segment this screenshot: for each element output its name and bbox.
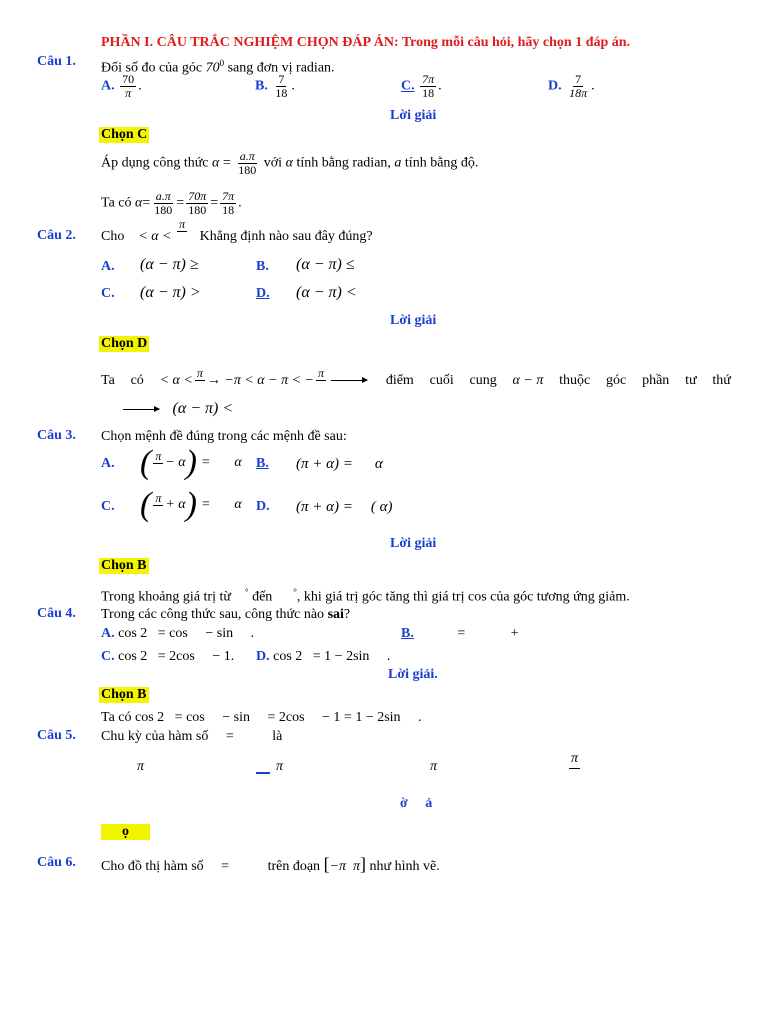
option-d-expr: π xyxy=(569,750,580,769)
option-c-expr: π xyxy=(430,759,438,774)
solution-text: Trong khoảng giá trị từ ° đến °, khi giá trị góc tăng thì giá trị cos của góc tương ứng giảm. xyxy=(101,587,630,605)
chosen-answer: ọ xyxy=(101,824,150,840)
answer-option-b[interactable] xyxy=(256,758,270,774)
option-d-expr: (π + α) = ( α) xyxy=(296,499,393,515)
answer-option-c[interactable]: C. xyxy=(101,286,115,301)
question-text: Cho < α < π Khẳng định nào sau đây đúng? xyxy=(101,217,373,244)
section-header: PHẦN I. CÂU TRẮC NGHIỆM CHỌN ĐÁP ÁN: Trong mỗi câu hỏi, hãy chọn 1 đáp án. xyxy=(101,35,631,50)
question-text: Cho đồ thị hàm số = trên đoạn [−π π] như hình vẽ. xyxy=(101,854,440,874)
answer-option-b[interactable]: B. = + xyxy=(401,626,519,641)
option-c-expr: (α − π) > xyxy=(140,284,201,301)
answer-option-a[interactable]: A. xyxy=(101,456,115,471)
question-number: Câu 5. xyxy=(37,728,76,743)
chosen-answer: Chọn B xyxy=(101,687,147,702)
solution-heading: Lời giải xyxy=(390,313,437,328)
question-text: Chu kỳ của hàm số = là xyxy=(101,729,283,744)
solution-heading: Lời giải. xyxy=(388,667,438,682)
arrow-icon xyxy=(123,409,159,410)
answer-option-c[interactable]: C. xyxy=(101,499,115,514)
option-a-expr: (α − π) ≥ xyxy=(140,256,199,273)
option-d-expr: (α − π) < xyxy=(296,284,357,301)
option-a-expr: ( π − α ) = α xyxy=(140,444,242,481)
chosen-answer: Chọn D xyxy=(101,336,148,351)
answer-option-a[interactable]: A. cos 2 = cos − sin . xyxy=(101,626,255,641)
solution-text: Ta có cos 2 = cos − sin = 2cos − 1 = 1 − 2sin . xyxy=(101,710,422,725)
solution-text: Ta có α= $\frac{a.\pi}{180}$ = $\frac{70\pi}{180}$ = $\frac{7\pi}{18}$ . xyxy=(101,189,242,217)
option-b-expr: (π + α) = α xyxy=(296,456,383,472)
answer-option-b[interactable]: B. $\frac{7}{18}$ . xyxy=(255,72,295,100)
answer-option-d[interactable]: D. xyxy=(256,286,270,301)
question-number: Câu 2. xyxy=(37,228,76,243)
question-text: Chọn mệnh đề đúng trong các mệnh đề sau: xyxy=(101,429,347,444)
answer-option-d[interactable]: D. xyxy=(256,499,270,514)
solution-text: Ta có < α < π → −π < α − π < − π điểm cuối cung α − π thuộc góc phần tư thứ xyxy=(101,366,731,388)
question-text: Trong các công thức sau, công thức nào sai? xyxy=(101,607,351,622)
solution-heading: Lời giải xyxy=(390,108,437,123)
question-text: Đổi số đo của góc $70^0$ sang đơn vị radian. xyxy=(101,58,335,76)
solution-heading: ờ ả xyxy=(400,796,433,811)
chosen-answer: Chọn C xyxy=(101,127,148,142)
question-number: Câu 6. xyxy=(37,855,76,870)
option-b-expr: (α − π) ≤ xyxy=(296,256,355,273)
answer-option-a[interactable]: A. $\frac{70}{\pi}$ . xyxy=(101,72,142,100)
answer-option-d[interactable]: D. $\frac{7}{18\pi}$ . xyxy=(548,72,595,100)
option-b-expr: π xyxy=(276,759,284,774)
option-a-expr: π xyxy=(137,759,145,774)
answer-option-d[interactable]: D. cos 2 = 1 − 2sin . xyxy=(256,649,391,664)
solution-heading: Lời giải xyxy=(390,536,437,551)
solution-text: Áp dụng công thức α = $\frac{a.\pi}{180}$ với α tính bằng radian, a tính bằng độ. xyxy=(101,149,479,177)
chosen-answer: Chọn B xyxy=(101,558,147,573)
answer-option-a[interactable]: A. xyxy=(101,259,115,274)
question-number: Câu 4. xyxy=(37,606,76,621)
answer-option-c[interactable]: C. cos 2 = 2cos − 1. xyxy=(101,649,235,664)
answer-option-b[interactable]: B. xyxy=(256,259,269,274)
question-number: Câu 1. xyxy=(37,54,76,69)
solution-text: (α − π) < xyxy=(120,400,233,419)
answer-option-b[interactable]: B. xyxy=(256,456,269,471)
option-c-expr: ( π + α ) = α xyxy=(140,486,242,523)
question-number: Câu 3. xyxy=(37,428,76,443)
answer-option-c[interactable]: C. $\frac{7\pi}{18}$ . xyxy=(401,72,442,100)
